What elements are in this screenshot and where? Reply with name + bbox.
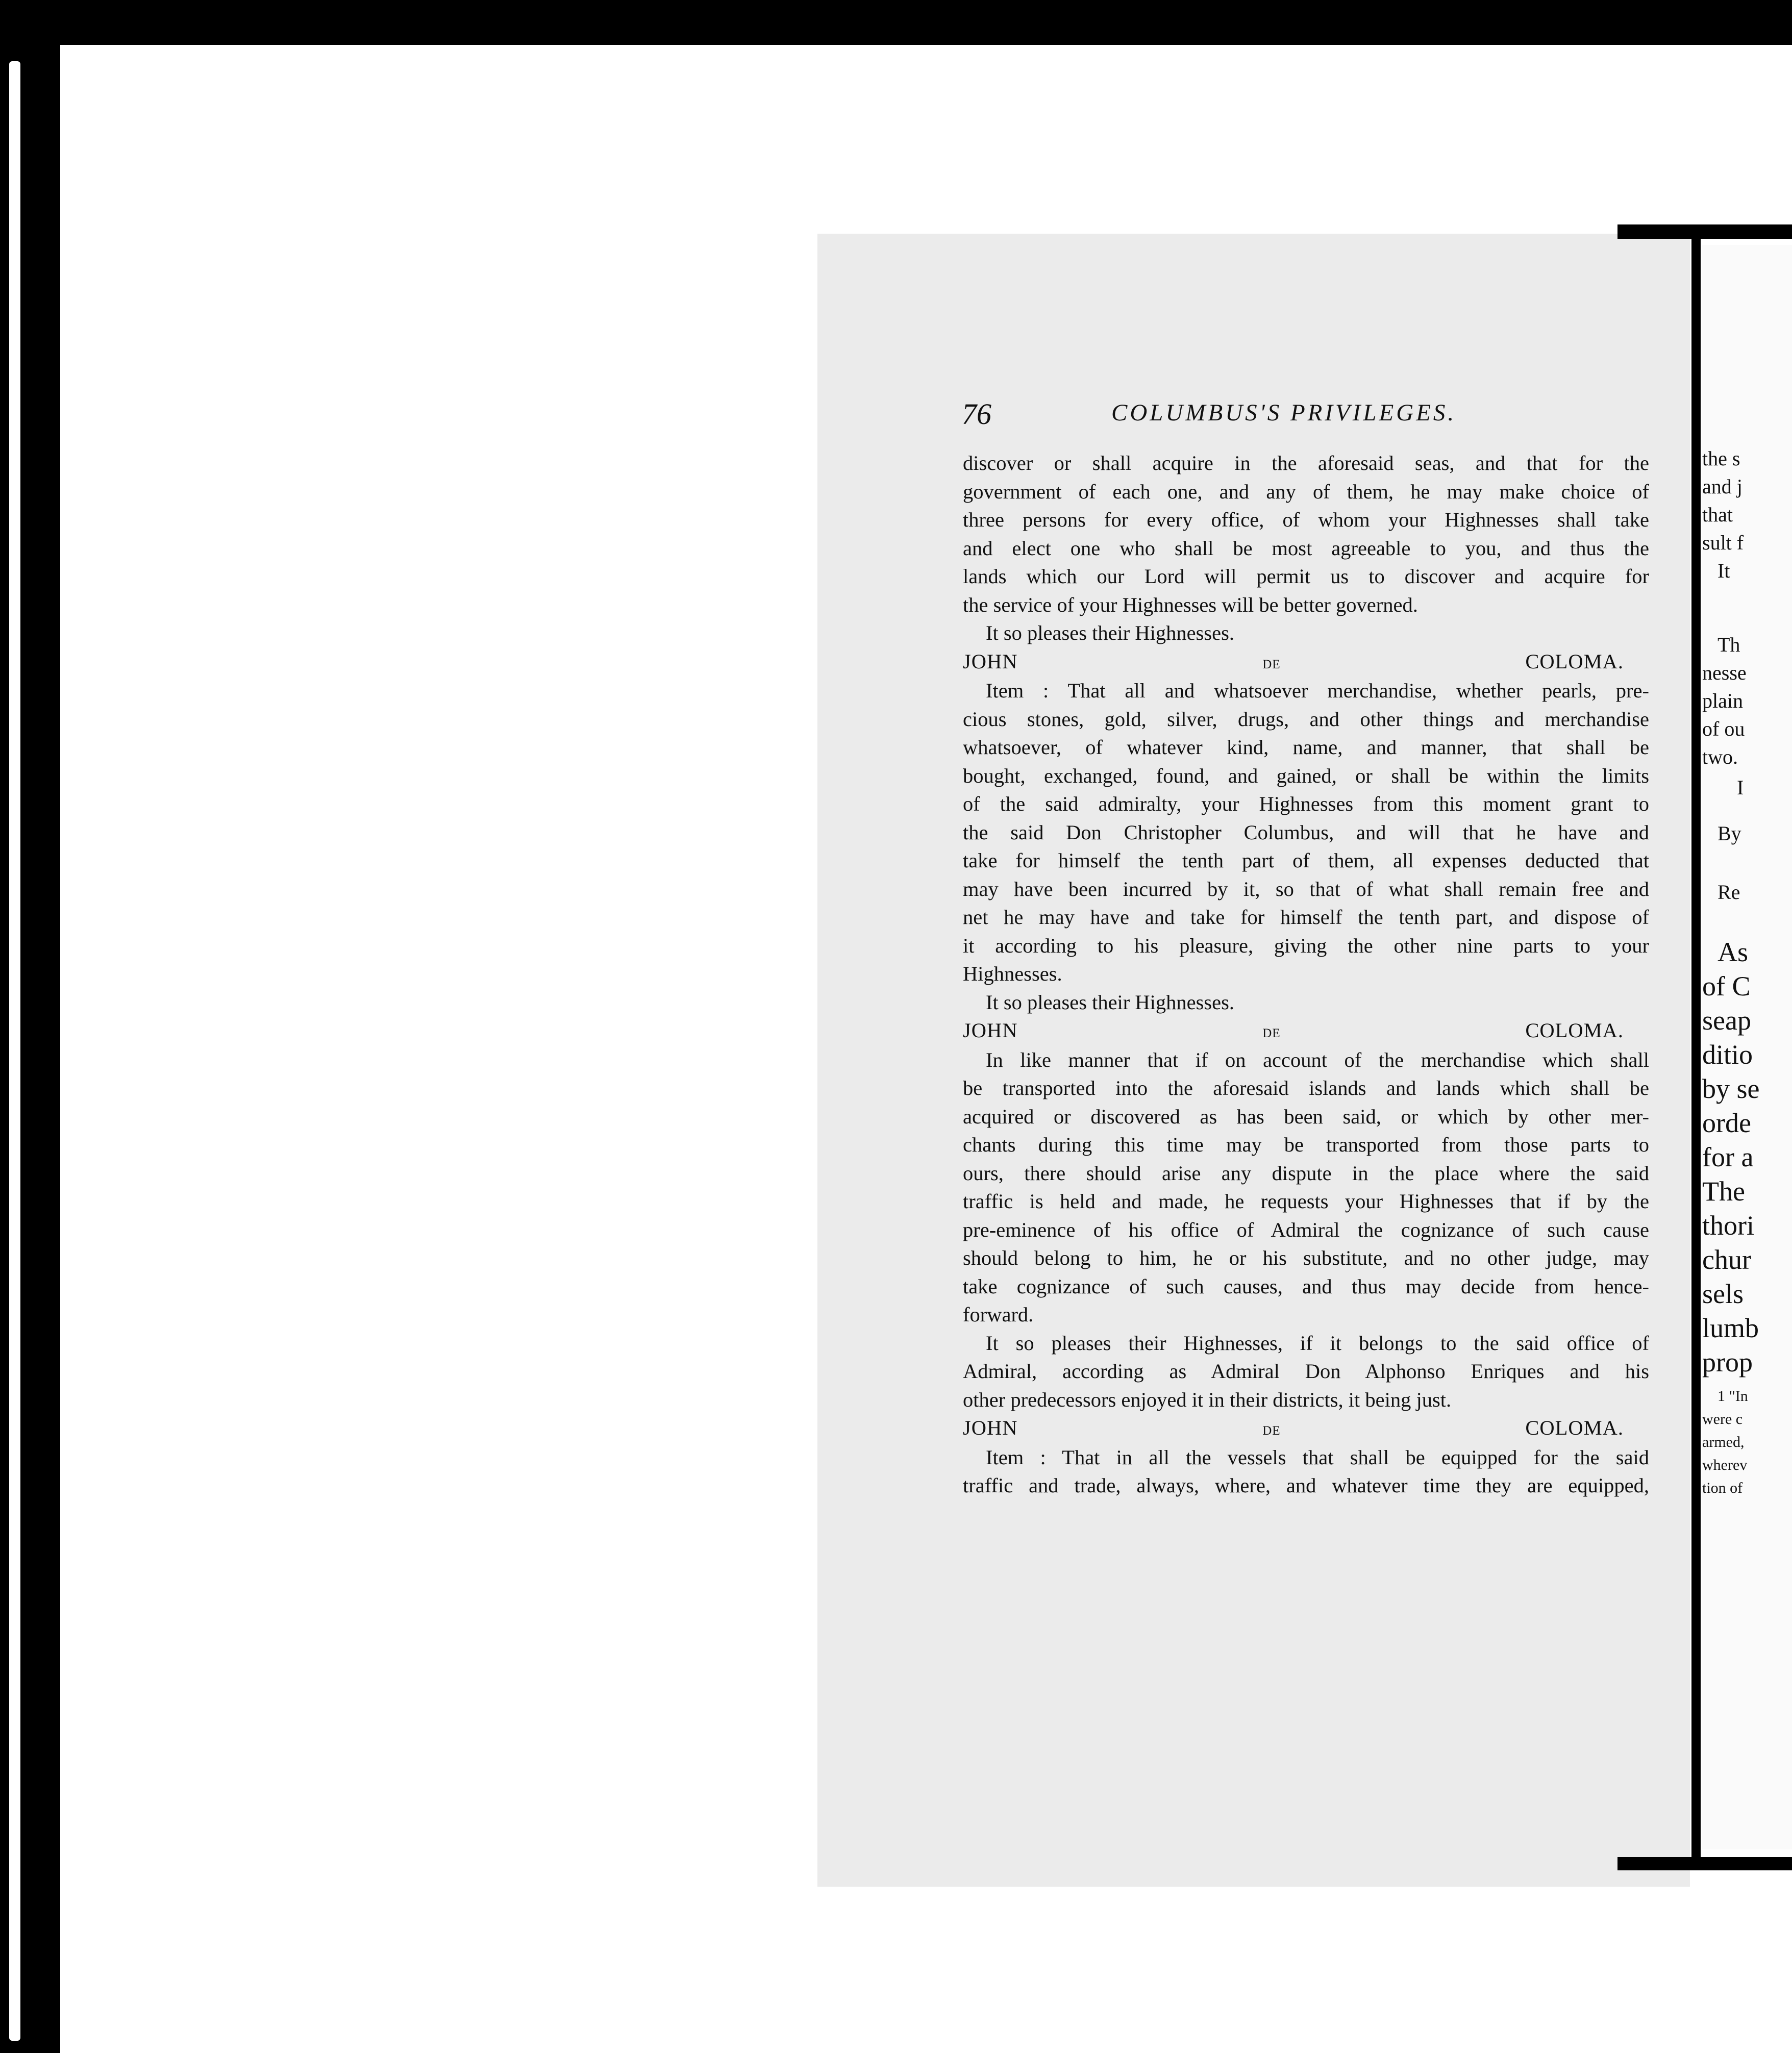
text-line: bought, exchanged, found, and gained, or shall be within the limits (963, 764, 1649, 787)
text-line: ours, there should arise any dispute in the place where the said (963, 1161, 1649, 1185)
text-line: Highnesses. (963, 962, 1062, 985)
text-line: the service of your Highnesses will be better governed. (963, 593, 1418, 616)
fragment-line: of C (1702, 971, 1751, 1002)
signature-surname: COLOMA. (1525, 1416, 1624, 1439)
text-line: be transported into the aforesaid islands and lands which shall be (963, 1076, 1649, 1099)
page-number: 76 (962, 397, 991, 431)
footnote-fragment: 1 "In (1718, 1388, 1748, 1405)
scan-border-top (0, 0, 1792, 45)
response-line: Admiral, according as Admiral Don Alphonso Enriques and his (963, 1360, 1649, 1383)
signature (963, 1016, 1649, 1046)
signature-de: de (1262, 1418, 1281, 1439)
text-line: Item : That in all the vessels that shall be equipped for the said (986, 1445, 1649, 1469)
text-line: acquired or discovered as has been said, or which by other mer- (963, 1105, 1649, 1128)
running-title: COLUMBUS'S PRIVILEGES. (1111, 399, 1457, 426)
binding-edge-top (1617, 224, 1792, 239)
page-header (817, 397, 1690, 438)
text-line: cious stones, gold, silver, drugs, and other things and merchandise (963, 707, 1649, 731)
footnote-fragment: tion of (1702, 1480, 1743, 1496)
signature-name: JOHN (963, 1416, 1018, 1439)
fragment-line: that (1702, 503, 1733, 526)
body-text (963, 449, 1649, 1500)
fragment-line: seap (1702, 1005, 1751, 1036)
signature-name: JOHN (963, 1019, 1018, 1042)
text-line: In like manner that if on account of the merchandise which shall (986, 1048, 1649, 1071)
fragment-line: By (1718, 822, 1741, 845)
text-line: should belong to him, he or his substitute, and no other judge, may (963, 1246, 1649, 1269)
fragment-line: thori (1702, 1210, 1754, 1241)
text-line: government of each one, and any of them, he may make choice of (963, 480, 1649, 503)
text-line: and elect one who shall be most agreeable to you, and thus the (963, 536, 1649, 560)
scan-border-left (0, 0, 60, 2053)
text-line: traffic is held and made, he requests your Highnesses that if by the (963, 1190, 1649, 1213)
text-line: it according to his pleasure, giving the other nine parts to your (963, 934, 1649, 957)
signature-de: de (1262, 652, 1281, 672)
fragment-line: The (1702, 1176, 1745, 1207)
response-line: other predecessors enjoyed it in their districts, it being just. (963, 1388, 1452, 1411)
fragment-line: by se (1702, 1073, 1760, 1104)
right-page-fragment (1702, 245, 1792, 1849)
text-line: take for himself the tenth part of them, all expenses deducted that (963, 849, 1649, 872)
response-line: It so pleases their Highnesses, if it belongs to the said office of (986, 1331, 1649, 1355)
text-line: net he may have and take for himself the tenth part, and dispose of (963, 906, 1649, 929)
text-line: whatsoever, of whatever kind, name, and manner, that shall be (963, 736, 1649, 759)
fragment-line: sult f (1702, 531, 1744, 554)
signature (963, 647, 1649, 677)
response-line: It so pleases their Highnesses. (986, 990, 1235, 1014)
text-line: three persons for every office, of whom your Highnesses shall take (963, 508, 1649, 531)
signature-surname: COLOMA. (1525, 1019, 1624, 1042)
left-page (817, 234, 1690, 1887)
fragment-line: orde (1702, 1108, 1751, 1138)
scan-border-left-edge (9, 61, 20, 2041)
fragment-line: lumb (1702, 1313, 1759, 1343)
text-line: of the said admiralty, your Highnesses from this moment grant to (963, 792, 1649, 815)
fragment-line: Th (1718, 633, 1740, 656)
fragment-line: the s (1702, 447, 1740, 470)
signature-surname: COLOMA. (1525, 649, 1624, 673)
text-line: pre-eminence of his office of Admiral the cognizance of such cause (963, 1218, 1649, 1241)
fragment-line: two. (1702, 745, 1738, 768)
footnote-fragment: wherev (1702, 1457, 1748, 1473)
fragment-line: and j (1702, 475, 1743, 498)
fragment-line: of ou (1702, 717, 1745, 740)
fragment-line: chur (1702, 1244, 1751, 1275)
fragment-line: prop (1702, 1347, 1753, 1378)
fragment-line: I (1737, 776, 1744, 799)
fragment-line: sels (1702, 1279, 1744, 1309)
text-line: may have been incurred by it, so that of what shall remain free and (963, 877, 1649, 900)
signature (963, 1414, 1649, 1443)
footnote-fragment: were c (1702, 1411, 1743, 1428)
signature-name: JOHN (963, 649, 1018, 673)
text-line: traffic and trade, always, where, and whatever time they are equipped, (963, 1474, 1649, 1497)
fragment-line: ditio (1702, 1039, 1753, 1070)
footnote-fragment: armed, (1702, 1434, 1745, 1450)
fragment-line: Re (1718, 881, 1740, 904)
text-line: take cognizance of such causes, and thus may decide from hence- (963, 1274, 1649, 1298)
text-line: forward. (963, 1303, 1034, 1326)
fragment-line: plain (1702, 689, 1743, 712)
fragment-line: As (1718, 937, 1749, 967)
book-spine (1691, 227, 1701, 1865)
text-line: Item : That all and whatsoever merchandise, whether pearls, pre- (986, 679, 1649, 702)
text-line: chants during this time may be transported from those parts to (963, 1133, 1649, 1156)
text-line: discover or shall acquire in the aforesaid seas, and that for the (963, 452, 1649, 474)
fragment-line: nesse (1702, 661, 1747, 684)
text-line: the said Don Christopher Columbus, and will that he have and (963, 820, 1649, 844)
binding-edge-bottom (1617, 1857, 1792, 1870)
response-line: It so pleases their Highnesses. (986, 621, 1235, 644)
signature-de: de (1262, 1021, 1281, 1041)
text-line: lands which our Lord will permit us to discover and acquire for (963, 565, 1649, 588)
fragment-line: It (1718, 559, 1730, 582)
fragment-line: for a (1702, 1142, 1754, 1172)
